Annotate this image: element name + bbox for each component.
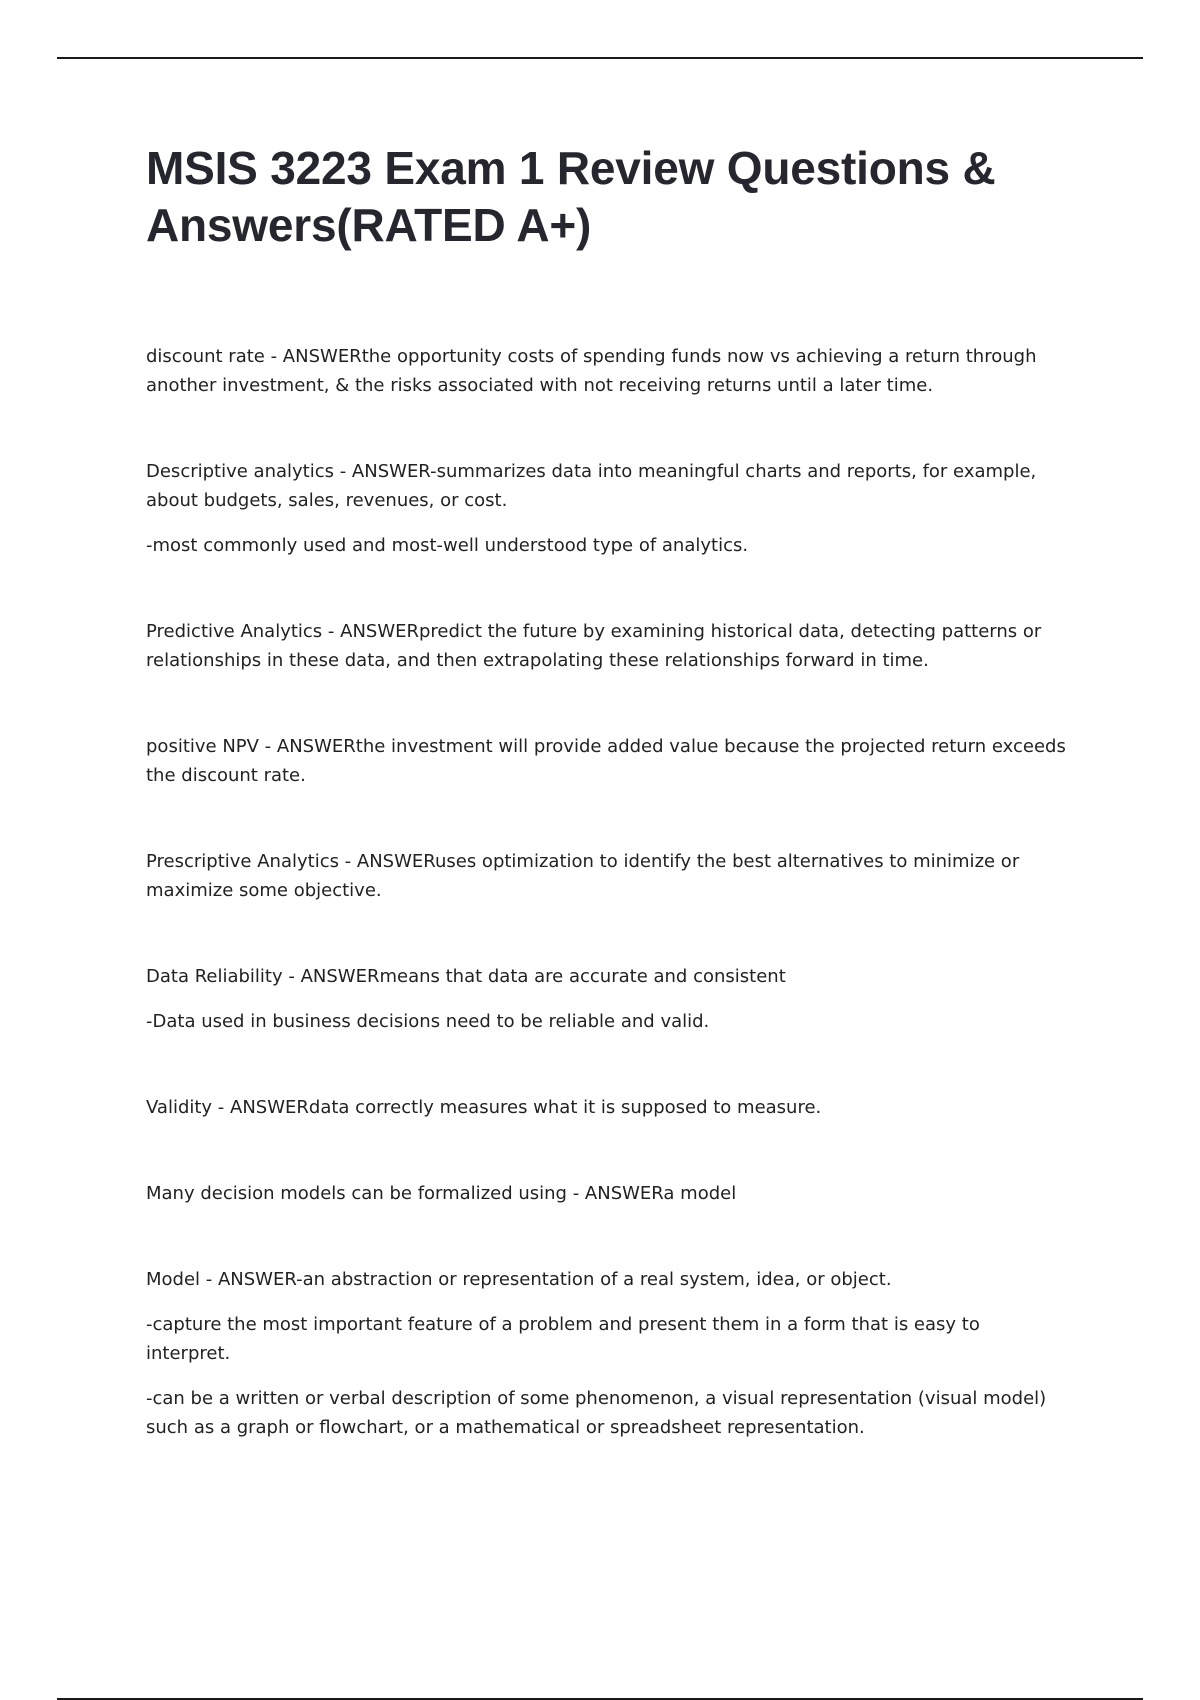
qa-line: Validity - ANSWERdata correctly measures what it is supposed to measure. [146, 1097, 822, 1118]
qa-entry-model [146, 1265, 1066, 1442]
qa-entry-discount-rate [146, 342, 1066, 400]
qa-line: -capture the most important feature of a problem and present them in a form that is easy to interpret. [146, 1314, 980, 1364]
qa-line: Descriptive analytics - ANSWER-summarizes data into meaningful charts and reports, for example, about budgets, sales, revenues, or cost. [146, 461, 1037, 511]
qa-line: Many decision models can be formalized using - ANSWERa model [146, 1183, 737, 1204]
qa-line: Data Reliability - ANSWERmeans that data are accurate and consistent [146, 966, 786, 987]
qa-entry-predictive-analytics [146, 617, 1066, 675]
top-rule [57, 57, 1143, 59]
qa-line: positive NPV - ANSWERthe investment will provide added value because the projected return exceeds the discount rate. [146, 736, 1066, 786]
qa-list [146, 342, 1066, 1442]
qa-entry-data-reliability [146, 962, 1066, 1036]
qa-entry-prescriptive-analytics [146, 847, 1066, 905]
qa-line: -Data used in business decisions need to be reliable and valid. [146, 1011, 710, 1032]
document-body [146, 140, 1066, 1499]
qa-line: -can be a written or verbal description of some phenomenon, a visual representation (visual model) such as a graph or flowchart, or a mathematical or spreadsheet representation. [146, 1388, 1047, 1438]
qa-entry-descriptive-analytics [146, 457, 1066, 560]
qa-line: Prescriptive Analytics - ANSWERuses optimization to identify the best alternatives to minimize or maximize some objective. [146, 851, 1020, 901]
qa-entry-decision-models [146, 1179, 1066, 1208]
qa-line: -most commonly used and most-well understood type of analytics. [146, 535, 749, 556]
document-title: MSIS 3223 Exam 1 Review Questions & Answers(RATED A+) [146, 142, 996, 251]
qa-line: Model - ANSWER-an abstraction or representation of a real system, idea, or object. [146, 1269, 892, 1290]
qa-entry-validity [146, 1093, 1066, 1122]
qa-line: discount rate - ANSWERthe opportunity costs of spending funds now vs achieving a return through another investment, & the risks associated with not receiving returns until a later time. [146, 346, 1037, 396]
qa-line: Predictive Analytics - ANSWERpredict the future by examining historical data, detecting patterns or relationships in these data, and then extrapolating these relationships forward in time. [146, 621, 1042, 671]
qa-entry-positive-npv [146, 732, 1066, 790]
